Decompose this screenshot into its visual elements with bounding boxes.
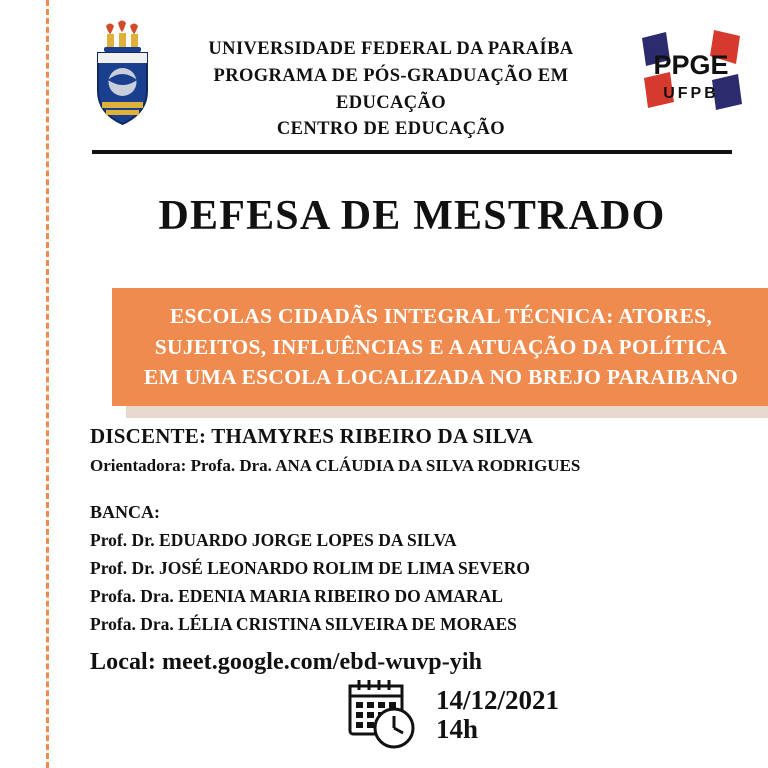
left-decorative-rail	[0, 0, 56, 768]
institution-header-text	[166, 36, 616, 143]
datetime-text	[436, 686, 559, 743]
thesis-title-line-2: SUJEITOS, INFLUÊNCIAS E A ATUAÇÃO DA POLÍTICA	[154, 334, 728, 359]
committee-member: Profa. Dra. LÉLIA CRISTINA SILVEIRA DE MORAES	[90, 614, 517, 634]
student-name: DISCENTE: THAMYRES RIBEIRO DA SILVA	[90, 424, 534, 448]
poster-header	[56, 0, 768, 150]
defense-time: 14h	[436, 714, 479, 744]
thesis-title-line-3: EM UMA ESCOLA LOCALIZADA NO BREJO PARAIBANO	[143, 365, 739, 390]
details-block	[90, 424, 750, 676]
defense-date: 14/12/2021	[436, 685, 560, 716]
committee-member: Profa. Dra. EDENIA MARIA RIBEIRO DO AMARAL	[90, 586, 503, 606]
header-line-university: UNIVERSIDADE FEDERAL DA PARAÍBA	[208, 39, 574, 59]
ufpb-coat-of-arms-icon	[84, 20, 160, 132]
meeting-link[interactable]: Local: meet.google.com/ebd-wuvp-yih	[90, 649, 483, 675]
ppge-ufpb-logo	[636, 26, 746, 122]
calendar-clock-icon	[346, 678, 424, 752]
committee-member: Prof. Dr. EDUARDO JORGE LOPES DA SILVA	[90, 530, 457, 550]
thesis-title-line-1: ESCOLAS CIDADÃS INTEGRAL TÉCNICA: ATORES,	[169, 304, 713, 329]
advisor-name: Orientadora: Profa. Dra. ANA CLÁUDIA DA SILVA RODRIGUES	[90, 456, 581, 475]
page-title: DEFESA DE MESTRADO	[158, 193, 666, 239]
poster-content	[56, 0, 768, 768]
datetime-row	[346, 678, 559, 752]
thesis-title-banner	[112, 288, 768, 406]
committee-member: Prof. Dr. JOSÉ LEONARDO ROLIM DE LIMA SEVERO	[90, 558, 530, 578]
svg-text:UFPB: UFPB	[663, 85, 719, 102]
header-line-center: CENTRO DE EDUCAÇÃO	[276, 119, 506, 140]
thesis-title-text	[112, 288, 768, 406]
svg-text:PPGE: PPGE	[653, 50, 729, 80]
header-line-program: PROGRAMA DE PÓS-GRADUAÇÃO EM EDUCAÇÃO	[213, 65, 569, 113]
dashed-line-decor	[46, 0, 49, 768]
committee-label: BANCA:	[90, 502, 160, 522]
header-divider	[92, 150, 732, 154]
